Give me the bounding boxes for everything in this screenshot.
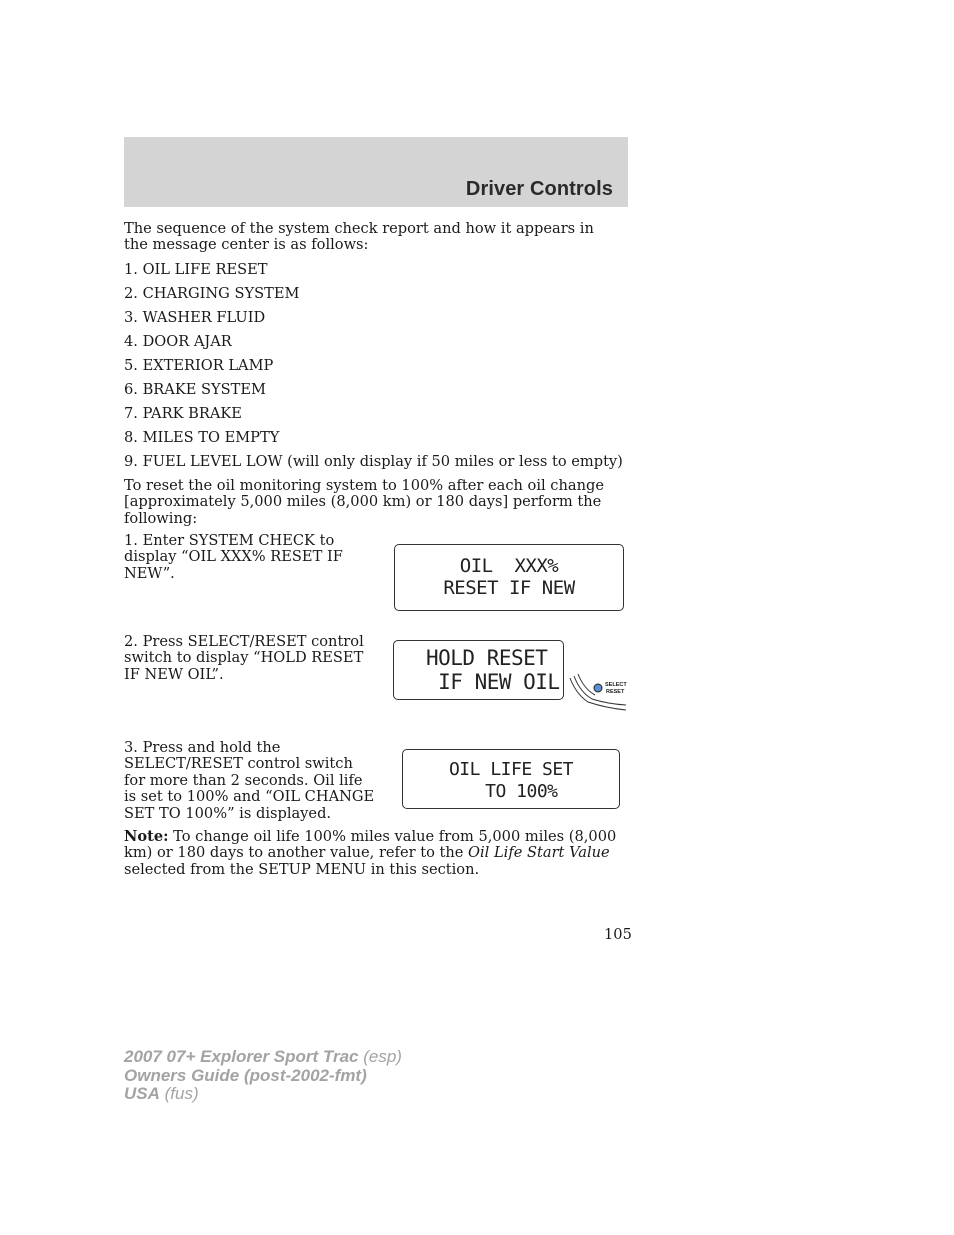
- step-3-text: 3. Press and hold the SELECT/RESET control switch for more than 2 seconds. Oil life is set to 100% and “OIL CHANGE SET TO 100%” is displayed.: [124, 739, 375, 822]
- display-line: IF NEW OIL: [426, 669, 560, 694]
- note-paragraph: [124, 829, 624, 878]
- switch-label: RESET: [606, 689, 625, 695]
- list-item: 6. BRAKE SYSTEM: [124, 381, 266, 398]
- footer-line: [124, 1067, 402, 1086]
- list-item: 8. MILES TO EMPTY: [124, 429, 280, 446]
- list-item: 4. DOOR AJAR: [124, 333, 232, 350]
- footer: [124, 1048, 402, 1104]
- footer-code: (esp): [358, 1047, 402, 1066]
- step-2-text: 2. Press SELECT/RESET control switch to display “HOLD RESET IF NEW OIL”.: [124, 633, 364, 683]
- note-italic-term: Oil Life Start Value: [468, 844, 610, 862]
- display-line: OIL LIFE SET: [448, 759, 574, 780]
- intro-paragraph: The sequence of the system check report and how it appears in the message center is as follows:: [124, 220, 594, 254]
- oil-reset-display: [394, 544, 624, 611]
- footer-code: (fus): [159, 1084, 199, 1103]
- list-item: 2. CHARGING SYSTEM: [124, 285, 300, 302]
- display-line: HOLD RESET: [426, 646, 548, 670]
- hold-reset-display: [393, 640, 564, 700]
- list-item: 1. OIL LIFE RESET: [124, 261, 268, 278]
- list-item: 3. WASHER FLUID: [124, 309, 266, 326]
- page-number: 105: [604, 926, 632, 943]
- step-1-text: 1. Enter SYSTEM CHECK to display “OIL XXX% RESET IF NEW”.: [124, 532, 343, 582]
- list-item: 7. PARK BRAKE: [124, 405, 242, 422]
- section-header-band: [124, 137, 628, 207]
- section-title: Driver Controls: [465, 178, 613, 200]
- footer-line: [124, 1048, 402, 1067]
- select-reset-switch-graphic: [566, 672, 628, 714]
- footer-model: 2007 07+ Explorer Sport Trac: [124, 1047, 359, 1066]
- footer-market: USA: [124, 1084, 160, 1103]
- switch-label: SELECT: [605, 682, 627, 688]
- note-text: selected from the SETUP MENU in this section.: [124, 860, 480, 878]
- display-line: OIL XXX%: [459, 555, 559, 577]
- list-item: 5. EXTERIOR LAMP: [124, 357, 274, 374]
- list-item: 9. FUEL LEVEL LOW (will only display if 50 miles or less to empty): [124, 453, 623, 470]
- note-label: Note:: [124, 828, 169, 845]
- display-line: RESET IF NEW: [443, 577, 575, 599]
- footer-guide: Owners Guide (post-2002-fmt): [124, 1065, 367, 1085]
- oil-life-set-display: [402, 749, 620, 809]
- reset-intro-paragraph: To reset the oil monitoring system to 100% after each oil change [approximately 5,000 miles (8,000 km) or 180 days] perform the following:: [124, 477, 604, 527]
- note-text: To change oil life 100% miles value from 5,000 miles (8,000 km) or 180 days to another value, refer to the: [124, 828, 617, 862]
- select-reset-button-icon: [594, 684, 602, 692]
- footer-line: [124, 1085, 402, 1104]
- display-line: TO 100%: [464, 780, 558, 802]
